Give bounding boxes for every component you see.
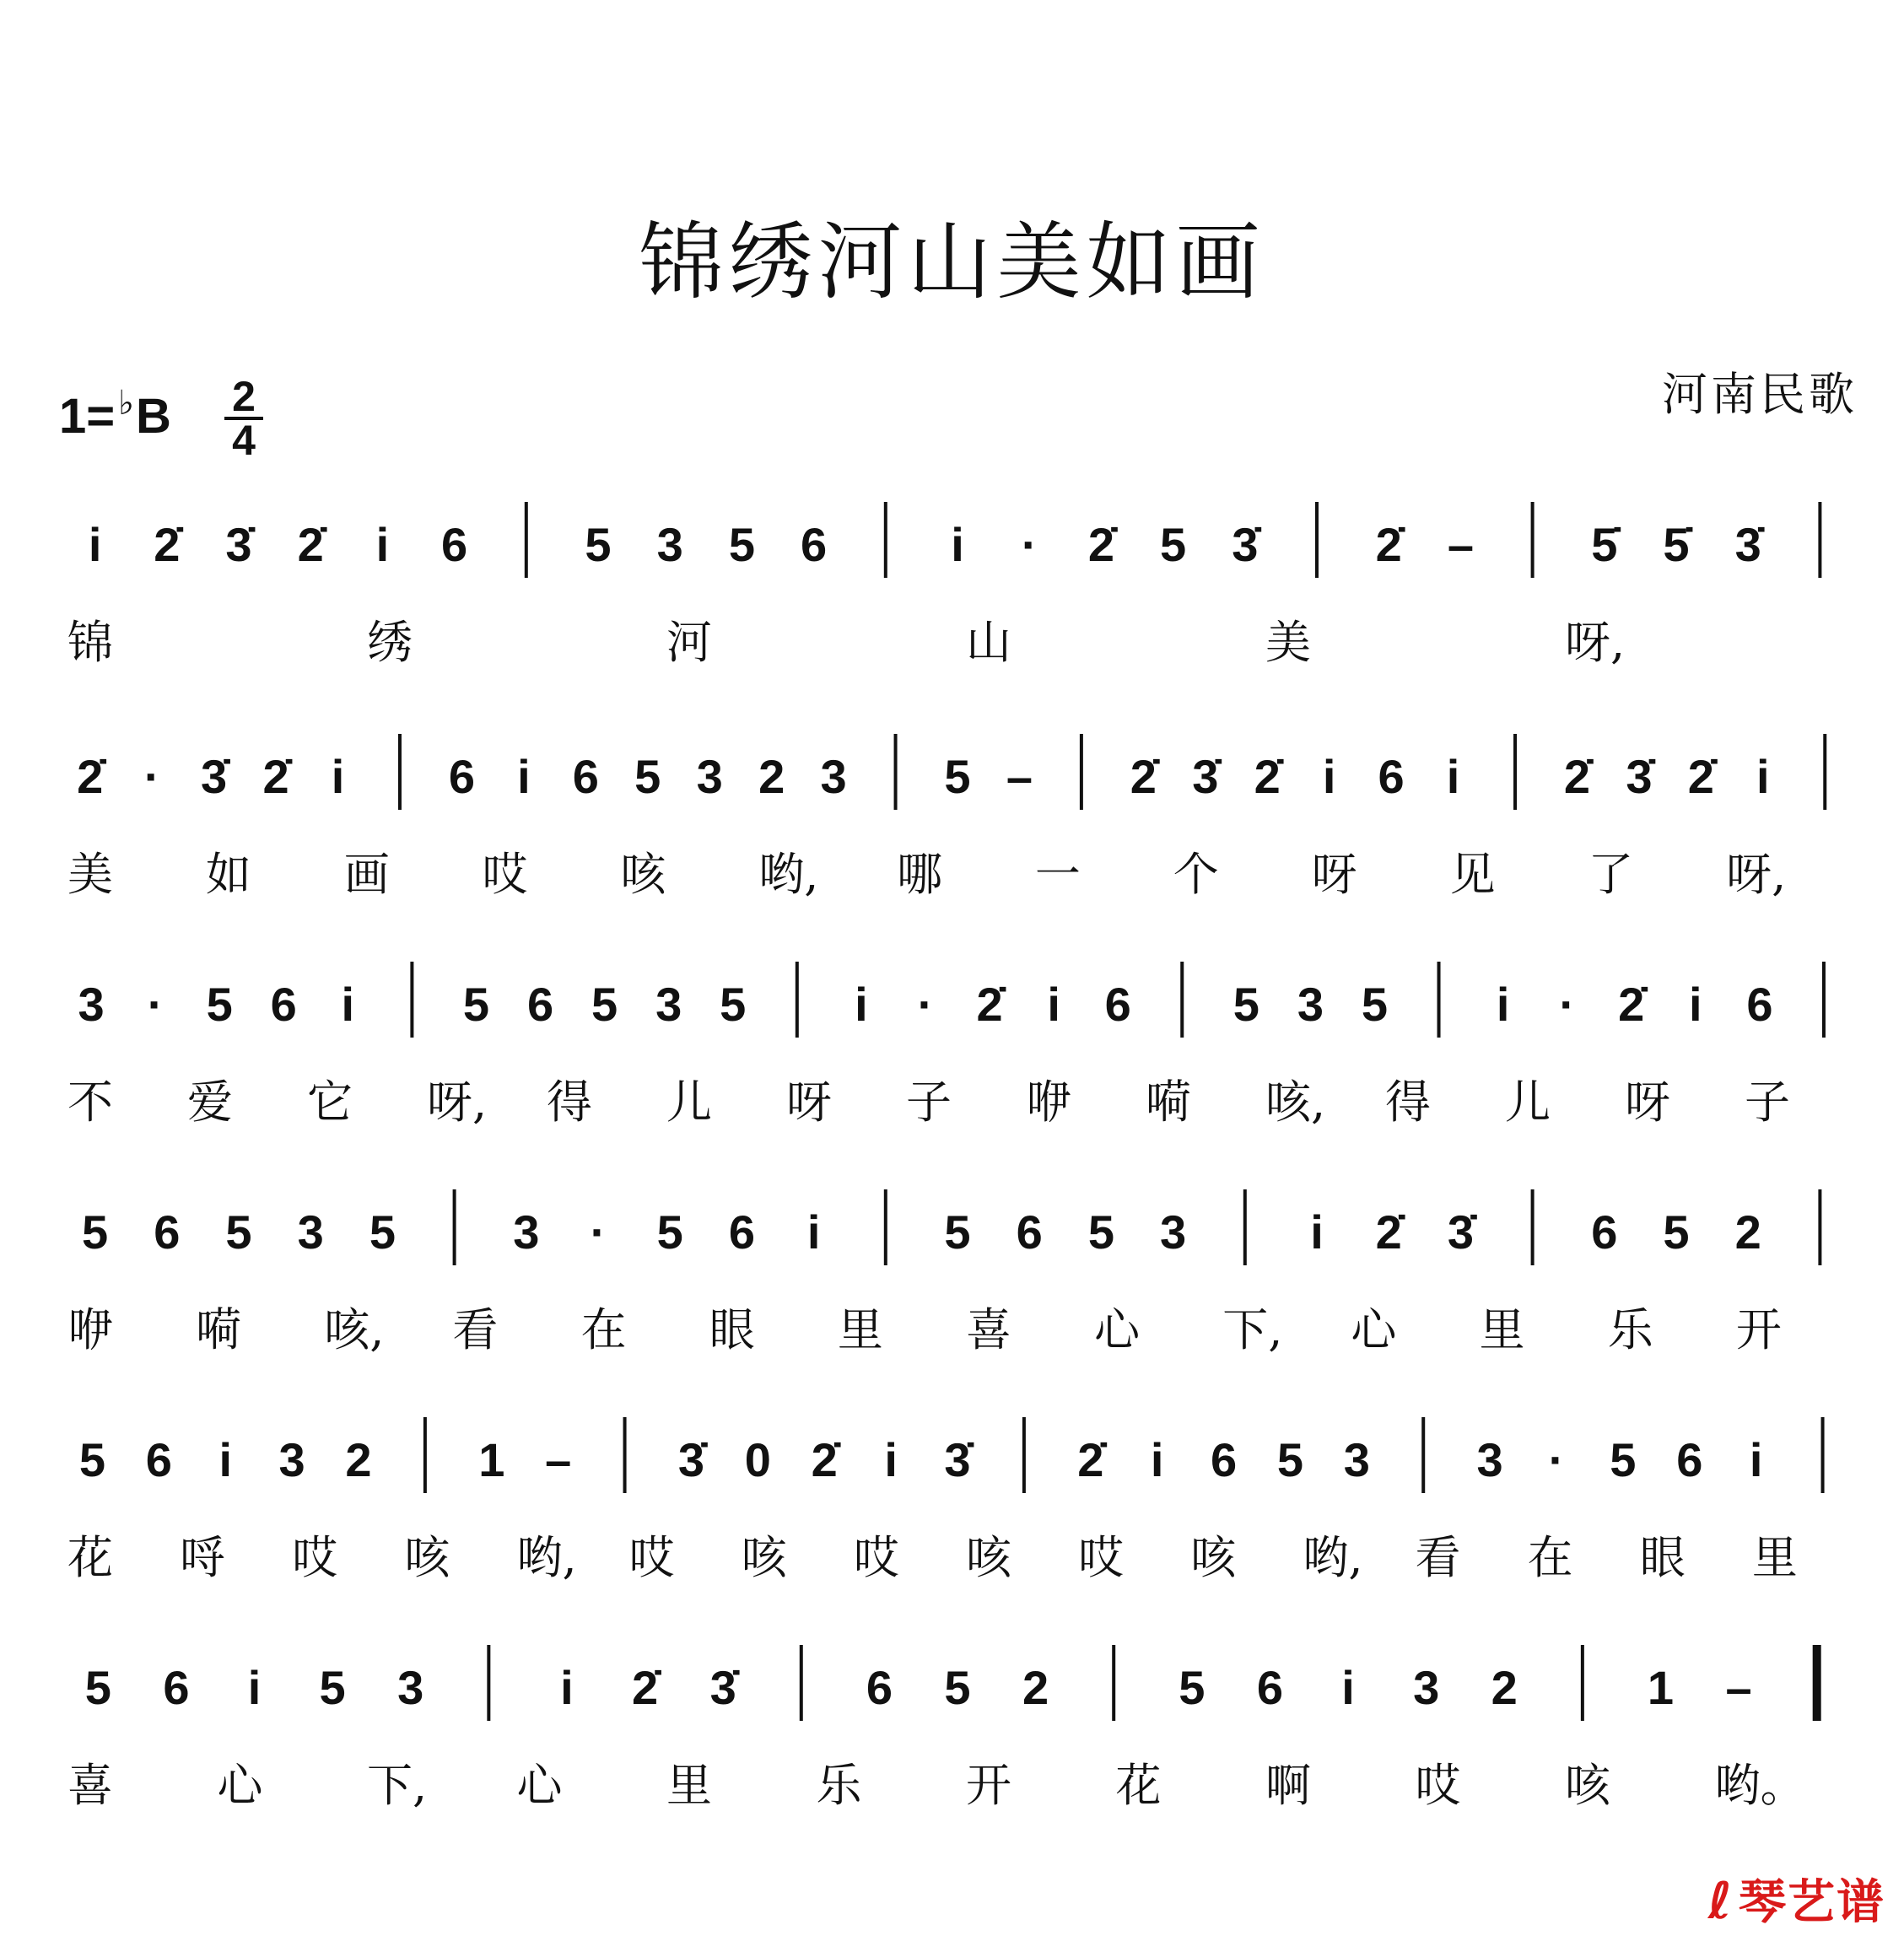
score-note: 3̇	[1734, 518, 1761, 571]
score-note: 6	[1591, 1205, 1618, 1259]
score-note: 5	[369, 1205, 396, 1259]
score-note: 2̇	[1375, 1205, 1402, 1259]
score-note: 3̇	[944, 1433, 971, 1486]
lyric-syllable: 哟,	[516, 1531, 577, 1584]
score-note: 6	[801, 518, 828, 571]
lyric-syllable: 哪	[897, 848, 943, 901]
lyric-syllable: 哎	[853, 1531, 899, 1584]
score-note: 6	[1256, 1661, 1284, 1714]
lyric-syllable: 画	[343, 848, 390, 901]
score-note: ·	[143, 750, 160, 803]
lyric-syllable: 咳	[1190, 1531, 1237, 1584]
lyric-syllable: 心	[217, 1759, 263, 1812]
score-note: 3	[1413, 1661, 1440, 1714]
lyric-syllable: 咳	[741, 1531, 787, 1584]
score-note: i	[1756, 750, 1770, 803]
score-note: ·	[917, 978, 934, 1031]
score-note: 3	[1343, 1433, 1370, 1486]
lyric-syllable: 哟,	[1303, 1531, 1363, 1584]
lyric-syllable: 了	[1588, 848, 1634, 901]
lyric-syllable: 里	[666, 1759, 712, 1812]
lyric-syllable: 美	[1265, 616, 1311, 669]
lyric-syllable: 咳,	[1265, 1076, 1326, 1129]
lyric-syllable: 咳,	[324, 1303, 385, 1356]
score-note: 5	[944, 1661, 971, 1714]
score-note: 5	[728, 518, 755, 571]
lyric-syllable: 咳	[404, 1531, 450, 1584]
lyric-syllable: 嗬	[196, 1303, 242, 1356]
score-note: 6	[448, 750, 475, 803]
score-note: –	[1006, 750, 1033, 803]
score-note: 2̇	[1687, 750, 1714, 803]
score-note: 2	[1734, 1205, 1761, 1259]
score-note: 5	[720, 978, 747, 1031]
score-note: 6	[526, 978, 554, 1031]
score-note: i	[1749, 1433, 1763, 1486]
score-note: 2	[1022, 1661, 1049, 1714]
logo-text: 琴艺谱	[1739, 1875, 1885, 1930]
score-note: 6	[154, 1205, 181, 1259]
score-note: i	[88, 518, 102, 571]
score-note: i	[247, 1661, 262, 1714]
lyric-syllable: 呀	[786, 1076, 832, 1129]
lyric-syllable: 见	[1449, 848, 1496, 901]
score-note: 2̇	[77, 750, 104, 803]
score-note: 2	[758, 750, 785, 803]
lyric-syllable: 开	[1735, 1303, 1782, 1356]
time-numerator: 2	[232, 373, 256, 420]
lyric-syllable: 锦	[67, 616, 113, 669]
score-note: 5	[634, 750, 661, 803]
flat-icon: ♭	[118, 385, 135, 422]
score-note: 5	[319, 1661, 346, 1714]
score-note: 3	[1297, 978, 1324, 1031]
lyric-syllable: 哷	[180, 1531, 226, 1584]
score-note: 3̇	[201, 750, 228, 803]
score-note: 3	[297, 1205, 324, 1259]
song-title: 锦绣河山美如画	[639, 213, 1265, 311]
score-note: i	[517, 750, 531, 803]
lyric-syllable: 哎	[292, 1531, 338, 1584]
score-note: i	[855, 978, 868, 1031]
score-note: ·	[1021, 518, 1038, 571]
score-note: i	[218, 1433, 233, 1486]
score-note: 3	[78, 978, 105, 1031]
lyric-syllable: 乐	[816, 1759, 862, 1812]
score-note: 5	[1087, 1205, 1114, 1259]
score-note: i	[951, 518, 964, 571]
lyric-syllable: 咳	[966, 1531, 1011, 1584]
lyric-syllable: 花	[67, 1531, 113, 1584]
score-note: i	[1341, 1661, 1355, 1714]
key-note: B	[136, 389, 171, 444]
lyric-syllable: 呀	[1625, 1076, 1670, 1129]
lyric-syllable: 呀,	[1565, 616, 1626, 669]
score-note: 3	[656, 518, 683, 571]
score-note: 5	[1663, 1205, 1690, 1259]
lyric-syllable: 山	[966, 616, 1011, 669]
lyric-syllable: 下,	[367, 1759, 428, 1812]
score-note: 6	[270, 978, 297, 1031]
score-note: 6	[572, 750, 599, 803]
score-note: 2	[1491, 1661, 1518, 1714]
lyric-syllable: 河	[666, 616, 712, 669]
score-note: 3	[1160, 1205, 1187, 1259]
lyric-syllable: 绣	[367, 616, 413, 669]
score-note: 2̇	[154, 518, 181, 571]
score-note: 6	[441, 518, 468, 571]
score-note: 5	[1160, 518, 1187, 571]
score-note: i	[1496, 978, 1510, 1031]
lyric-syllable: 眼	[709, 1303, 755, 1356]
score-note: 5	[944, 1205, 971, 1259]
score-note: 2̇	[631, 1661, 659, 1714]
score-note: 5	[1232, 978, 1259, 1031]
score-note: i	[1310, 1205, 1324, 1259]
lyric-syllable: 心	[516, 1759, 563, 1812]
score-note: i	[1150, 1433, 1164, 1486]
lyric-syllable: 里	[1479, 1303, 1525, 1356]
lyric-syllable: 嗬	[1146, 1076, 1191, 1129]
lyric-syllable: 开	[966, 1759, 1011, 1812]
score-note: 5	[225, 1205, 252, 1259]
score-note: i	[1689, 978, 1702, 1031]
score-note: 6	[1378, 750, 1405, 803]
lyric-syllable: 咿	[1026, 1076, 1071, 1129]
score-note: 3	[278, 1433, 305, 1486]
score-note: 6	[728, 1205, 755, 1259]
score-note: 3̇	[1232, 518, 1259, 571]
lyric-syllable: 心	[1351, 1303, 1397, 1356]
score-note: 3	[513, 1205, 540, 1259]
score-note: ·	[1548, 1433, 1565, 1486]
score-note: 5	[78, 1433, 106, 1486]
lyric-syllable: 花	[1115, 1759, 1162, 1812]
logo-icon: ℓ	[1707, 1872, 1734, 1931]
score-note: 2̇	[811, 1433, 838, 1486]
score-note: 5	[82, 1205, 109, 1259]
score-note: 3	[696, 750, 723, 803]
lyric-syllable: 在	[1527, 1531, 1573, 1584]
lyric-syllable: 不	[67, 1076, 113, 1129]
score-note: 3	[820, 750, 847, 803]
score-note: 3̇	[1192, 750, 1219, 803]
score-note: –	[1725, 1661, 1752, 1714]
lyric-syllable: 哎	[482, 848, 528, 901]
score-note: 6	[866, 1661, 893, 1714]
score-note: 6	[145, 1433, 172, 1486]
score-note: 1	[1647, 1661, 1675, 1714]
lyric-syllable: 眼	[1639, 1531, 1686, 1584]
score-note: 3̇	[225, 518, 252, 571]
score-note: 2̇	[1077, 1433, 1104, 1486]
lyric-syllable: 哟。	[1714, 1759, 1806, 1812]
score-note: ·	[147, 978, 164, 1031]
lyric-syllable: 个	[1173, 848, 1219, 901]
score-note: 6	[1104, 978, 1131, 1031]
score-note: 2	[345, 1433, 372, 1486]
score-note: 6	[163, 1661, 190, 1714]
lyric-syllable: 子	[906, 1076, 952, 1129]
lyric-syllable: 得	[1385, 1076, 1431, 1129]
composer-credit: 河南民歌	[1662, 368, 1858, 421]
lyric-syllable: 哎	[628, 1531, 675, 1584]
score-note: 3	[655, 978, 682, 1031]
lyric-syllable: 看	[452, 1303, 499, 1356]
score-note: i	[1047, 978, 1060, 1031]
score-note: 6	[1746, 978, 1773, 1031]
lyric-syllable: 在	[580, 1303, 627, 1356]
score-note: 0	[744, 1433, 771, 1486]
lyric-syllable: 哎	[1078, 1531, 1125, 1584]
lyric-syllable: 美	[67, 848, 113, 901]
lyric-syllable: 咿	[67, 1303, 113, 1356]
score-note: 5	[462, 978, 490, 1031]
score-note: i	[331, 750, 345, 803]
score-note: 6	[1210, 1433, 1238, 1486]
lyric-syllable: 喜	[67, 1759, 113, 1812]
lyric-syllable: 呀,	[1726, 848, 1787, 901]
score-note: ·	[590, 1205, 607, 1259]
score-note: 3	[397, 1661, 424, 1714]
lyric-syllable: 心	[1094, 1303, 1141, 1356]
score-note: 6	[1676, 1433, 1703, 1486]
score-note: 5	[206, 978, 233, 1031]
score-note: 3̇	[709, 1661, 736, 1714]
score-note: –	[545, 1433, 572, 1486]
site-logo	[1708, 1865, 1885, 1933]
score-note: 5	[585, 518, 612, 571]
score-note: 2̇	[1618, 978, 1645, 1031]
score-note: 2̇	[1087, 518, 1114, 571]
score-note: i	[806, 1205, 821, 1259]
lyric-syllable: 得	[547, 1076, 592, 1129]
score-note: 5	[591, 978, 618, 1031]
score-note: 5	[1276, 1433, 1304, 1486]
score-note: 2̇	[297, 518, 324, 571]
lyric-syllable: 它	[307, 1076, 353, 1129]
lyric-syllable: 一	[1034, 848, 1081, 901]
time-denominator: 4	[232, 417, 256, 464]
score-note: 2̇	[976, 978, 1003, 1031]
lyric-syllable: 里	[1751, 1531, 1798, 1584]
score-note: i	[1446, 750, 1460, 803]
key-prefix: 1=	[59, 389, 116, 444]
score-note: 1	[478, 1433, 505, 1486]
lyric-syllable: 啊	[1265, 1759, 1311, 1812]
lyric-syllable: 如	[205, 848, 251, 901]
score-note: i	[341, 978, 355, 1031]
score-note: i	[560, 1661, 574, 1714]
lyric-syllable: 儿	[1505, 1076, 1551, 1129]
lyric-syllable: 下,	[1222, 1303, 1283, 1356]
score-note: –	[1447, 518, 1474, 571]
score-note: 5	[944, 750, 971, 803]
score-note: 6	[1016, 1205, 1043, 1259]
lyric-syllable: 喜	[966, 1303, 1011, 1356]
lyric-syllable: 儿	[666, 1076, 712, 1129]
score-note: 3	[1476, 1433, 1503, 1486]
lyric-syllable: 哟,	[758, 848, 819, 901]
lyric-syllable: 看	[1415, 1531, 1461, 1584]
lyric-syllable: 子	[1745, 1076, 1790, 1129]
lyric-syllable: 呀	[1311, 848, 1357, 901]
score-note: 2̇	[1254, 750, 1281, 803]
lyric-syllable: 咳	[1565, 1759, 1610, 1812]
score-note: 3̇	[1626, 750, 1653, 803]
lyric-syllable: 呀,	[427, 1076, 488, 1129]
score-note: 2̇	[1375, 518, 1402, 571]
score-note: 3̇	[677, 1433, 705, 1486]
lyric-syllable: 爱	[187, 1076, 233, 1129]
score-note: 2̇	[262, 750, 289, 803]
lyric-syllable: 乐	[1607, 1303, 1653, 1356]
score-note: 5̇	[1591, 518, 1618, 571]
score-note: ·	[1559, 978, 1576, 1031]
score-note: 2̇	[1563, 750, 1591, 803]
score-note: 5	[1610, 1433, 1637, 1486]
lyric-syllable: 咳	[620, 848, 666, 901]
score-note: 5	[84, 1661, 111, 1714]
score-note: 3̇	[1447, 1205, 1474, 1259]
lyric-syllable: 哎	[1415, 1759, 1461, 1812]
score-note: 2̇	[1130, 750, 1157, 803]
score-note: i	[375, 518, 390, 571]
score-note: 5	[1179, 1661, 1206, 1714]
lyric-syllable: 里	[837, 1303, 883, 1356]
score-note: 5̇	[1663, 518, 1690, 571]
score-note: 5	[1361, 978, 1389, 1031]
score-note: i	[1322, 750, 1336, 803]
score-note: 5	[656, 1205, 683, 1259]
score-note: i	[884, 1433, 898, 1486]
